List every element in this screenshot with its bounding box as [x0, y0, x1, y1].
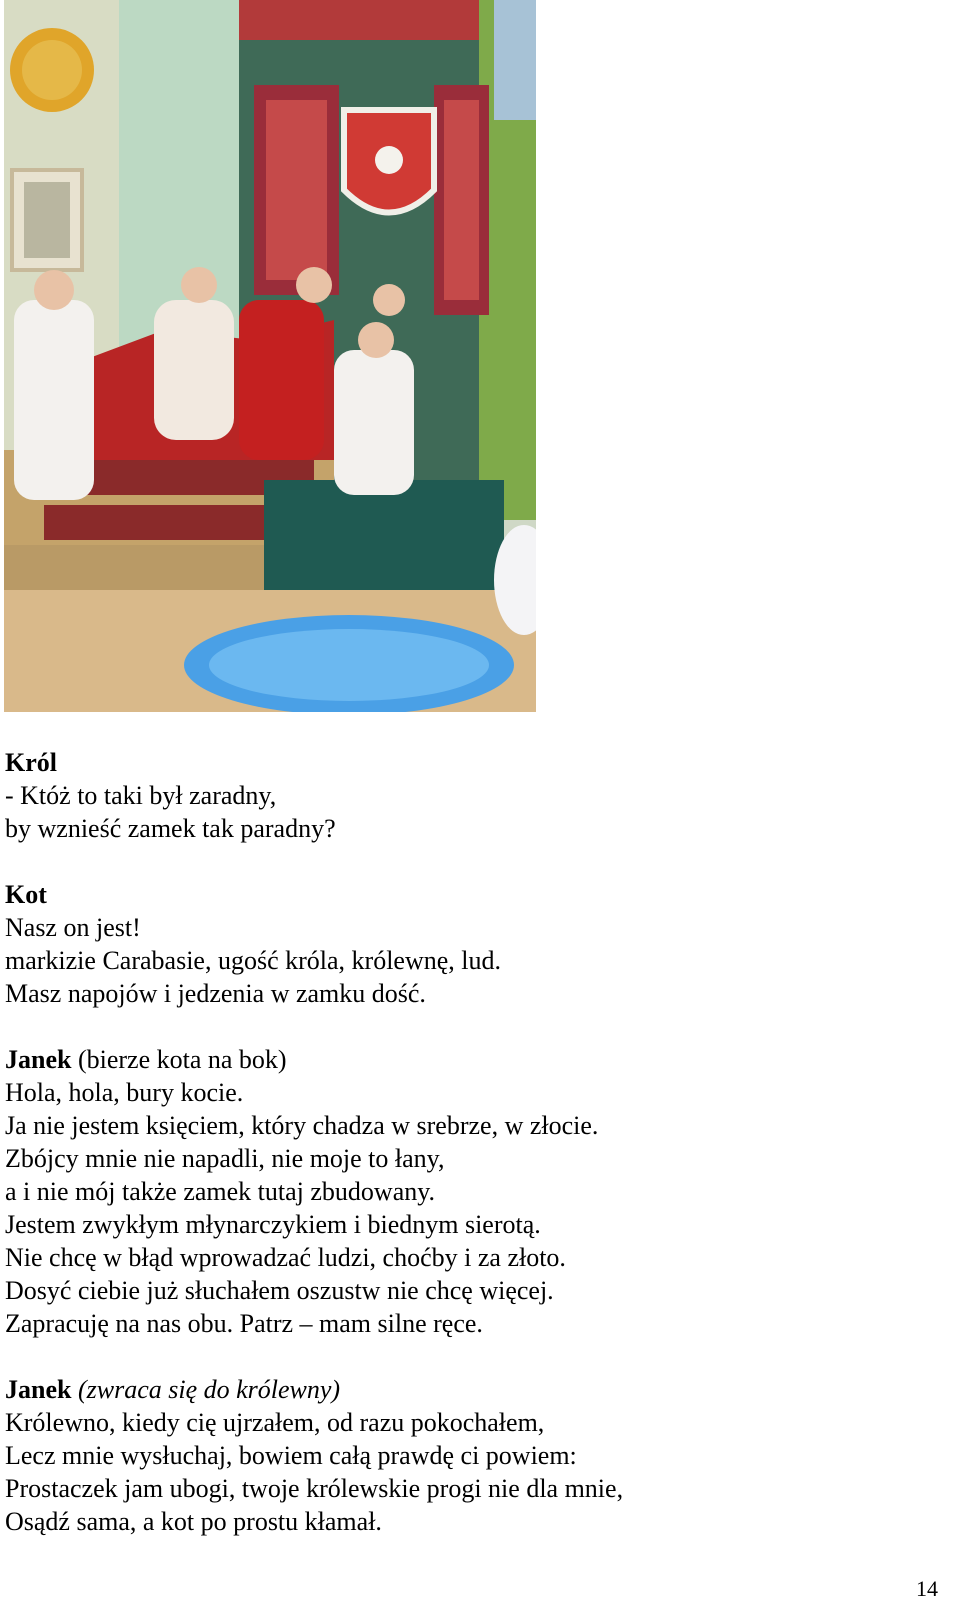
stage-direction: (bierze kota na bok)	[71, 1045, 287, 1074]
dialogue-line: Hola, hola, bury kocie.	[5, 1078, 244, 1107]
speaker-name: Król	[5, 748, 57, 777]
dialogue-line: Nie chcę w błąd wprowadzać ludzi, choćby i za złoto.	[5, 1243, 566, 1272]
dialogue-line: - Któż to taki był zaradny,	[5, 781, 277, 810]
dialogue-line: Zapracuję na nas obu. Patrz – mam silne ręce.	[5, 1309, 483, 1338]
dialogue-line: Masz napojów i jedzenia w zamku dość.	[5, 979, 426, 1008]
speaker-line	[5, 746, 945, 779]
speaker-line	[5, 1043, 945, 1076]
dialogue-line: Lecz mnie wysłuchaj, bowiem całą prawdę ci powiem:	[5, 1441, 577, 1470]
dialogue-line: by wznieść zamek tak paradny?	[5, 814, 336, 843]
dialogue-line: a i nie mój także zamek tutaj zbudowany.	[5, 1177, 436, 1206]
dialogue-line: Osądź sama, a kot po prostu kłamał.	[5, 1507, 382, 1536]
speaker-name: Janek	[5, 1375, 72, 1404]
stage-direction: (zwraca się do królewny)	[71, 1375, 341, 1404]
speaker-line	[5, 878, 945, 911]
dialogue-line: Jestem zwykłym młynarczykiem i biednym sierotą.	[5, 1210, 541, 1239]
dialogue-line: Ja nie jestem księciem, który chadza w srebrze, w złocie.	[5, 1111, 599, 1140]
page-number: 14	[916, 1576, 938, 1601]
speaker-line	[5, 1373, 945, 1406]
speaker-name: Janek	[5, 1045, 72, 1074]
dialogue-line: Prostaczek jam ubogi, twoje królewskie progi nie dla mnie,	[5, 1474, 624, 1503]
dialogue-line: markizie Carabasie, ugość króla, królewnę, lud.	[5, 946, 501, 975]
dialogue-line: Nasz on jest!	[5, 913, 141, 942]
script-text	[5, 746, 945, 1538]
dialogue-line: Królewno, kiedy cię ujrzałem, od razu pokochałem,	[5, 1408, 545, 1437]
stage-photo	[4, 0, 536, 712]
dialogue-line: Dosyć ciebie już słuchałem oszustw nie chcę więcej.	[5, 1276, 554, 1305]
speaker-name: Kot	[5, 880, 47, 909]
dialogue-line: Zbójcy mnie nie napadli, nie moje to łany,	[5, 1144, 445, 1173]
